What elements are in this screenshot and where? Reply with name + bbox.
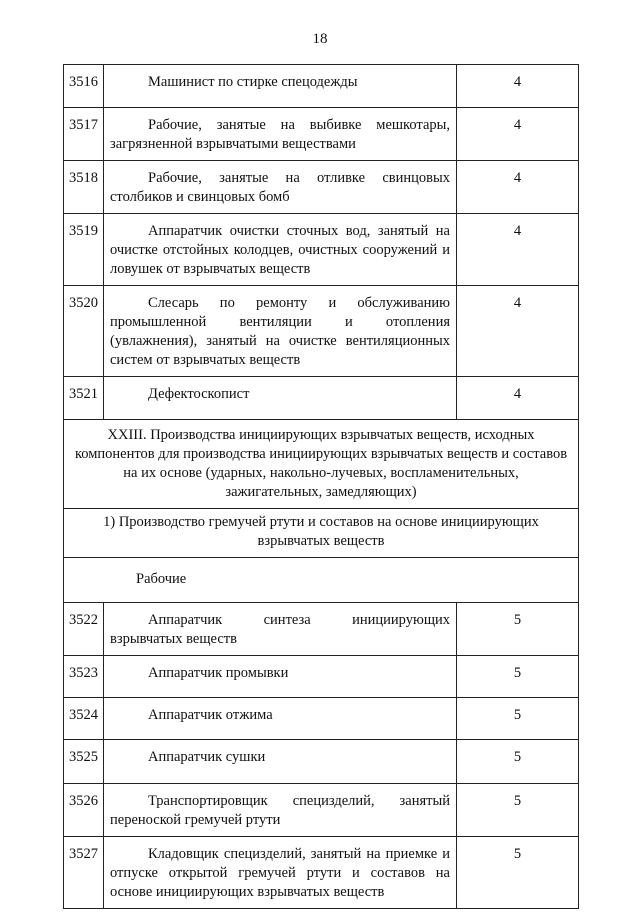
table-row — [64, 656, 579, 698]
row-name: Машинист по стирке спецодежды — [148, 74, 358, 90]
row-name-cell — [104, 214, 457, 286]
row-code: 3524 — [64, 698, 104, 740]
row-name-cell — [104, 377, 457, 420]
table-row — [64, 161, 579, 214]
page-number: 18 — [312, 31, 328, 47]
row-name: Аппаратчик сушки — [148, 749, 266, 765]
row-name: Аппаратчик отжима — [148, 707, 273, 723]
row-value: 5 — [457, 698, 579, 740]
table-row — [64, 286, 579, 377]
row-name-cell — [104, 698, 457, 740]
row-value: 4 — [457, 377, 579, 420]
row-name: Аппаратчик синтеза инициирующих взрывчатых веществ — [110, 612, 450, 647]
row-name-cell — [104, 837, 457, 909]
section-row — [64, 420, 579, 509]
row-value: 5 — [457, 837, 579, 909]
table-row — [64, 698, 579, 740]
section-title: XXIII. Производства инициирующих взрывчатых веществ, исходных компонентов для производства инициирующих взрывчатых веществ и составов на их основе (ударных, накольно-лучевых, воспламенительных, зажигательных, замедляющих) — [64, 420, 579, 509]
row-name: Кладовщик специзделий, занятый на приемке и отпуске открытой гремучей ртути и составов на основе инициирующих взрывчатых веществ — [110, 846, 450, 900]
subsection-title: 1) Производство гремучей ртути и составов на основе инициирующих взрывчатых веществ — [64, 509, 579, 558]
row-name-cell — [104, 65, 457, 108]
row-code: 3521 — [64, 377, 104, 420]
table-row — [64, 377, 579, 420]
row-name: Рабочие, занятые на отливке свинцовых столбиков и свинцовых бомб — [110, 170, 450, 205]
group-row — [64, 558, 579, 603]
row-value: 4 — [457, 108, 579, 161]
table-row — [64, 740, 579, 784]
row-code: 3522 — [64, 603, 104, 656]
row-name: Слесарь по ремонту и обслуживанию промышленной вентиляции и отопления (увлажнения), занятый на очистке вентиляционных систем от взрывчатых веществ — [110, 295, 450, 368]
row-code: 3526 — [64, 784, 104, 837]
table-row — [64, 603, 579, 656]
section-header-block — [64, 420, 579, 603]
row-code: 3523 — [64, 656, 104, 698]
row-name-cell — [104, 784, 457, 837]
row-name: Аппаратчик промывки — [148, 665, 289, 681]
row-name-cell — [104, 740, 457, 784]
row-value: 5 — [457, 784, 579, 837]
table-row — [64, 65, 579, 108]
group-label: Рабочие — [64, 558, 579, 603]
subsection-row — [64, 509, 579, 558]
table-row — [64, 108, 579, 161]
table-body-bottom — [64, 603, 579, 909]
row-code: 3518 — [64, 161, 104, 214]
row-code: 3517 — [64, 108, 104, 161]
table-row — [64, 837, 579, 909]
row-value: 5 — [457, 656, 579, 698]
row-name-cell — [104, 108, 457, 161]
row-code: 3525 — [64, 740, 104, 784]
row-code: 3519 — [64, 214, 104, 286]
row-value: 4 — [457, 161, 579, 214]
row-name: Транспортировщик специзделий, занятый переноской гремучей ртути — [110, 793, 450, 828]
row-name-cell — [104, 656, 457, 698]
row-name: Рабочие, занятые на выбивке мешкотары, загрязненной взрывчатыми веществами — [110, 117, 450, 152]
table-row — [64, 784, 579, 837]
row-name: Дефектоскопист — [148, 386, 250, 402]
row-value: 4 — [457, 214, 579, 286]
row-value: 5 — [457, 740, 579, 784]
table-body-top — [64, 65, 579, 420]
row-name-cell — [104, 286, 457, 377]
profession-table — [63, 64, 579, 909]
row-name-cell — [104, 161, 457, 214]
row-code: 3527 — [64, 837, 104, 909]
row-value: 5 — [457, 603, 579, 656]
row-code: 3516 — [64, 65, 104, 108]
row-code: 3520 — [64, 286, 104, 377]
row-name: Аппаратчик очистки сточных вод, занятый на очистке отстойных колодцев, очистных сооружений и ловушек от взрывчатых веществ — [110, 223, 450, 277]
row-value: 4 — [457, 286, 579, 377]
row-value: 4 — [457, 65, 579, 108]
table-row — [64, 214, 579, 286]
row-name-cell — [104, 603, 457, 656]
